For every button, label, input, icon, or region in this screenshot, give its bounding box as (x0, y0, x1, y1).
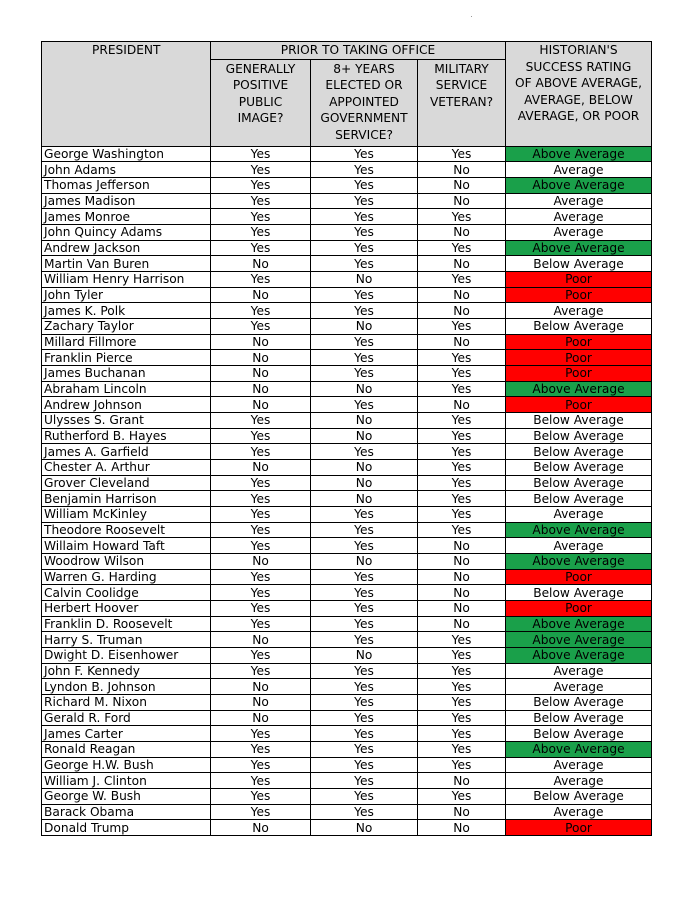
government-service-cell: Yes (311, 600, 418, 616)
rating-cell: Below Average (506, 475, 652, 491)
public-image-cell: Yes (211, 303, 311, 319)
public-image-cell: Yes (211, 177, 311, 193)
rating-cell: Poor (506, 820, 652, 836)
military-veteran-cell: No (418, 256, 506, 272)
president-name-cell: Willaim Howard Taft (42, 538, 211, 554)
table-row (42, 506, 652, 522)
table-row (42, 146, 652, 162)
military-veteran-cell: No (418, 303, 506, 319)
rating-cell: Below Average (506, 710, 652, 726)
military-veteran-cell: Yes (418, 271, 506, 287)
public-image-cell: Yes (211, 726, 311, 742)
header-row-top (42, 42, 652, 60)
rating-cell: Poor (506, 271, 652, 287)
president-name-cell: Donald Trump (42, 820, 211, 836)
government-service-cell: Yes (311, 710, 418, 726)
table-row (42, 381, 652, 397)
public-image-cell: Yes (211, 193, 311, 209)
president-name-cell: Calvin Coolidge (42, 585, 211, 601)
president-name-cell: Gerald R. Ford (42, 710, 211, 726)
public-image-cell: No (211, 256, 311, 272)
table-row (42, 742, 652, 758)
rating-cell: Average (506, 209, 652, 225)
rating-cell: Poor (506, 600, 652, 616)
military-veteran-cell: Yes (418, 663, 506, 679)
government-service-cell: Yes (311, 209, 418, 225)
president-name-cell: Andrew Jackson (42, 240, 211, 256)
government-service-cell: Yes (311, 522, 418, 538)
public-image-cell: Yes (211, 224, 311, 240)
table-row (42, 569, 652, 585)
government-service-cell: Yes (311, 663, 418, 679)
president-name-cell: James Buchanan (42, 365, 211, 381)
government-service-cell: Yes (311, 632, 418, 648)
president-name-cell: Ulysses S. Grant (42, 412, 211, 428)
table-row (42, 820, 652, 836)
header-government-line: SERVICE? (335, 127, 393, 142)
table-row (42, 538, 652, 554)
public-image-cell: Yes (211, 804, 311, 820)
government-service-cell: No (311, 412, 418, 428)
military-veteran-cell: No (418, 585, 506, 601)
president-name-cell: William McKinley (42, 506, 211, 522)
table-row (42, 475, 652, 491)
military-veteran-cell: Yes (418, 695, 506, 711)
rating-cell: Average (506, 679, 652, 695)
government-service-cell: Yes (311, 287, 418, 303)
header-rating (506, 42, 652, 147)
public-image-cell: Yes (211, 271, 311, 287)
president-name-cell: George W. Bush (42, 789, 211, 805)
president-name-cell: Barack Obama (42, 804, 211, 820)
military-veteran-cell: No (418, 616, 506, 632)
table-row (42, 679, 652, 695)
government-service-cell: Yes (311, 397, 418, 413)
government-service-cell: Yes (311, 726, 418, 742)
president-name-cell: Herbert Hoover (42, 600, 211, 616)
table-row (42, 632, 652, 648)
rating-cell: Below Average (506, 318, 652, 334)
military-veteran-cell: No (418, 538, 506, 554)
public-image-cell: Yes (211, 569, 311, 585)
rating-cell: Average (506, 804, 652, 820)
table-row (42, 209, 652, 225)
header-president: PRESIDENT (42, 42, 211, 147)
president-name-cell: George H.W. Bush (42, 757, 211, 773)
government-service-cell: Yes (311, 224, 418, 240)
government-service-cell: Yes (311, 146, 418, 162)
rating-cell: Above Average (506, 177, 652, 193)
president-name-cell: Richard M. Nixon (42, 695, 211, 711)
rating-cell: Above Average (506, 632, 652, 648)
table-row (42, 193, 652, 209)
military-veteran-cell: No (418, 334, 506, 350)
government-service-cell: No (311, 459, 418, 475)
president-name-cell: George Washington (42, 146, 211, 162)
table-row (42, 240, 652, 256)
president-name-cell: James Carter (42, 726, 211, 742)
rating-cell: Below Average (506, 256, 652, 272)
rating-cell: Above Average (506, 381, 652, 397)
rating-cell: Poor (506, 365, 652, 381)
president-name-cell: Woodrow Wilson (42, 553, 211, 569)
public-image-cell: Yes (211, 585, 311, 601)
government-service-cell: Yes (311, 757, 418, 773)
military-veteran-cell: Yes (418, 146, 506, 162)
header-rating-line: OF ABOVE AVERAGE, (515, 76, 642, 90)
public-image-cell: No (211, 632, 311, 648)
header-public-image (211, 59, 311, 146)
government-service-cell: No (311, 271, 418, 287)
military-veteran-cell: No (418, 397, 506, 413)
table-row (42, 256, 652, 272)
header-public-image-line: GENERALLY (225, 61, 296, 76)
military-veteran-cell: Yes (418, 679, 506, 695)
rating-cell: Average (506, 224, 652, 240)
president-name-cell: Franklin Pierce (42, 350, 211, 366)
military-veteran-cell: Yes (418, 475, 506, 491)
government-service-cell: Yes (311, 569, 418, 585)
military-veteran-cell: Yes (418, 240, 506, 256)
government-service-cell: Yes (311, 303, 418, 319)
government-service-cell: Yes (311, 365, 418, 381)
military-veteran-cell: No (418, 804, 506, 820)
table-row (42, 600, 652, 616)
military-veteran-cell: Yes (418, 491, 506, 507)
table-row (42, 616, 652, 632)
public-image-cell: No (211, 820, 311, 836)
government-service-cell: No (311, 820, 418, 836)
government-service-cell: Yes (311, 585, 418, 601)
government-service-cell: No (311, 475, 418, 491)
header-government-line: APPOINTED (329, 94, 399, 109)
table-row (42, 757, 652, 773)
rating-cell: Average (506, 663, 652, 679)
government-service-cell: Yes (311, 506, 418, 522)
government-service-cell: Yes (311, 679, 418, 695)
government-service-cell: No (311, 648, 418, 664)
header-public-image-line: IMAGE? (237, 111, 284, 125)
president-name-cell: James K. Polk (42, 303, 211, 319)
rating-cell: Average (506, 773, 652, 789)
president-name-cell: Ronald Reagan (42, 742, 211, 758)
rating-cell: Above Average (506, 616, 652, 632)
table-row (42, 224, 652, 240)
public-image-cell: Yes (211, 538, 311, 554)
public-image-cell: Yes (211, 162, 311, 178)
header-military-veteran (418, 59, 506, 146)
table-row (42, 334, 652, 350)
rating-cell: Below Average (506, 789, 652, 805)
public-image-cell: Yes (211, 209, 311, 225)
table-row (42, 318, 652, 334)
header-rating-line: HISTORIAN'S (539, 43, 618, 57)
header-public-image-line: PUBLIC (238, 94, 283, 109)
table-row (42, 648, 652, 664)
rating-cell: Poor (506, 287, 652, 303)
public-image-cell: No (211, 459, 311, 475)
rating-cell: Average (506, 193, 652, 209)
president-name-cell: Dwight D. Eisenhower (42, 648, 211, 664)
table-row (42, 773, 652, 789)
public-image-cell: No (211, 553, 311, 569)
rating-cell: Average (506, 162, 652, 178)
table-row (42, 397, 652, 413)
government-service-cell: Yes (311, 695, 418, 711)
public-image-cell: Yes (211, 412, 311, 428)
rating-cell: Above Average (506, 240, 652, 256)
header-rating-line: AVERAGE, BELOW (524, 92, 633, 107)
military-veteran-cell: Yes (418, 506, 506, 522)
public-image-cell: Yes (211, 789, 311, 805)
president-name-cell: Martin Van Buren (42, 256, 211, 272)
table-row (42, 553, 652, 569)
military-veteran-cell: Yes (418, 789, 506, 805)
military-veteran-cell: No (418, 600, 506, 616)
presidents-table (41, 41, 652, 836)
government-service-cell: Yes (311, 444, 418, 460)
military-veteran-cell: Yes (418, 522, 506, 538)
public-image-cell: No (211, 397, 311, 413)
table-row (42, 162, 652, 178)
president-name-cell: James Madison (42, 193, 211, 209)
rating-cell: Below Average (506, 428, 652, 444)
president-name-cell: Rutherford B. Hayes (42, 428, 211, 444)
military-veteran-cell: Yes (418, 365, 506, 381)
public-image-cell: Yes (211, 757, 311, 773)
table-row (42, 271, 652, 287)
president-name-cell: Franklin D. Roosevelt (42, 616, 211, 632)
rating-cell: Poor (506, 334, 652, 350)
public-image-cell: Yes (211, 240, 311, 256)
public-image-cell: Yes (211, 742, 311, 758)
header-government-line: GOVERNMENT (320, 111, 408, 125)
government-service-cell: Yes (311, 162, 418, 178)
president-name-cell: John Adams (42, 162, 211, 178)
military-veteran-cell: Yes (418, 459, 506, 475)
government-service-cell: Yes (311, 177, 418, 193)
government-service-cell: Yes (311, 240, 418, 256)
president-name-cell: James Monroe (42, 209, 211, 225)
rating-cell: Below Average (506, 585, 652, 601)
rating-cell: Above Average (506, 146, 652, 162)
government-service-cell: Yes (311, 350, 418, 366)
table-row (42, 710, 652, 726)
government-service-cell: No (311, 318, 418, 334)
header-military-line: SERVICE (435, 78, 488, 92)
public-image-cell: Yes (211, 475, 311, 491)
table-row (42, 585, 652, 601)
public-image-cell: No (211, 365, 311, 381)
rating-cell: Poor (506, 569, 652, 585)
public-image-cell: Yes (211, 318, 311, 334)
header-prior-group: PRIOR TO TAKING OFFICE (211, 42, 506, 60)
table-row (42, 522, 652, 538)
table-row (42, 365, 652, 381)
government-service-cell: Yes (311, 742, 418, 758)
president-name-cell: William Henry Harrison (42, 271, 211, 287)
rating-cell: Above Average (506, 742, 652, 758)
president-name-cell: Grover Cleveland (42, 475, 211, 491)
rating-cell: Poor (506, 397, 652, 413)
public-image-cell: Yes (211, 616, 311, 632)
rating-cell: Below Average (506, 726, 652, 742)
public-image-cell: Yes (211, 428, 311, 444)
president-name-cell: Lyndon B. Johnson (42, 679, 211, 695)
table-row (42, 491, 652, 507)
public-image-cell: No (211, 679, 311, 695)
speck-mark (471, 16, 472, 17)
rating-cell: Average (506, 538, 652, 554)
public-image-cell: Yes (211, 146, 311, 162)
military-veteran-cell: No (418, 287, 506, 303)
table-row (42, 412, 652, 428)
government-service-cell: Yes (311, 789, 418, 805)
government-service-cell: Yes (311, 193, 418, 209)
military-veteran-cell: Yes (418, 350, 506, 366)
table-row (42, 695, 652, 711)
military-veteran-cell: No (418, 162, 506, 178)
government-service-cell: Yes (311, 773, 418, 789)
public-image-cell: Yes (211, 663, 311, 679)
table-header (42, 42, 652, 147)
rating-cell: Below Average (506, 444, 652, 460)
military-veteran-cell: Yes (418, 428, 506, 444)
rating-cell: Poor (506, 350, 652, 366)
rating-cell: Average (506, 506, 652, 522)
military-veteran-cell: Yes (418, 726, 506, 742)
president-name-cell: James A. Garfield (42, 444, 211, 460)
military-veteran-cell: Yes (418, 444, 506, 460)
military-veteran-cell: No (418, 773, 506, 789)
military-veteran-cell: Yes (418, 412, 506, 428)
table-row (42, 287, 652, 303)
rating-cell: Below Average (506, 695, 652, 711)
public-image-cell: No (211, 334, 311, 350)
president-name-cell: Harry S. Truman (42, 632, 211, 648)
public-image-cell: No (211, 350, 311, 366)
president-name-cell: Zachary Taylor (42, 318, 211, 334)
header-government-line: 8+ YEARS (333, 61, 395, 76)
rating-cell: Below Average (506, 491, 652, 507)
military-veteran-cell: No (418, 553, 506, 569)
public-image-cell: Yes (211, 506, 311, 522)
header-rating-line: SUCCESS RATING (525, 59, 632, 74)
rating-cell: Above Average (506, 648, 652, 664)
military-veteran-cell: Yes (418, 742, 506, 758)
president-name-cell: Andrew Johnson (42, 397, 211, 413)
military-veteran-cell: Yes (418, 757, 506, 773)
public-image-cell: No (211, 381, 311, 397)
public-image-cell: Yes (211, 444, 311, 460)
military-veteran-cell: Yes (418, 648, 506, 664)
government-service-cell: Yes (311, 256, 418, 272)
public-image-cell: Yes (211, 522, 311, 538)
public-image-cell: No (211, 287, 311, 303)
header-government-service (311, 59, 418, 146)
table-body (42, 146, 652, 836)
rating-cell: Above Average (506, 522, 652, 538)
military-veteran-cell: Yes (418, 209, 506, 225)
table-row (42, 726, 652, 742)
table-row (42, 789, 652, 805)
military-veteran-cell: Yes (418, 318, 506, 334)
table-row (42, 663, 652, 679)
president-name-cell: Millard Fillmore (42, 334, 211, 350)
table-row (42, 444, 652, 460)
president-name-cell: William J. Clinton (42, 773, 211, 789)
table-row (42, 177, 652, 193)
president-name-cell: Thomas Jefferson (42, 177, 211, 193)
government-service-cell: No (311, 428, 418, 444)
military-veteran-cell: No (418, 224, 506, 240)
header-military-line: VETERAN? (429, 94, 494, 109)
public-image-cell: No (211, 695, 311, 711)
header-government-line: ELECTED OR (325, 78, 403, 92)
military-veteran-cell: Yes (418, 710, 506, 726)
president-name-cell: Theodore Roosevelt (42, 522, 211, 538)
table-row (42, 350, 652, 366)
header-rating-line: AVERAGE, OR POOR (517, 109, 640, 123)
president-name-cell: John Tyler (42, 287, 211, 303)
government-service-cell: Yes (311, 334, 418, 350)
government-service-cell: Yes (311, 538, 418, 554)
president-name-cell: Warren G. Harding (42, 569, 211, 585)
president-name-cell: John Quincy Adams (42, 224, 211, 240)
table-row (42, 459, 652, 475)
military-veteran-cell: No (418, 177, 506, 193)
header-military-line: MILITARY (434, 61, 489, 76)
military-veteran-cell: No (418, 569, 506, 585)
rating-cell: Above Average (506, 553, 652, 569)
public-image-cell: Yes (211, 491, 311, 507)
header-public-image-line: POSITIVE (232, 78, 289, 92)
president-name-cell: Benjamin Harrison (42, 491, 211, 507)
government-service-cell: No (311, 491, 418, 507)
military-veteran-cell: No (418, 820, 506, 836)
president-name-cell: Abraham Lincoln (42, 381, 211, 397)
president-name-cell: John F. Kennedy (42, 663, 211, 679)
military-veteran-cell: Yes (418, 632, 506, 648)
table-row (42, 303, 652, 319)
president-name-cell: Chester A. Arthur (42, 459, 211, 475)
military-veteran-cell: Yes (418, 381, 506, 397)
public-image-cell: Yes (211, 773, 311, 789)
government-service-cell: Yes (311, 804, 418, 820)
public-image-cell: Yes (211, 600, 311, 616)
public-image-cell: No (211, 710, 311, 726)
table-row (42, 428, 652, 444)
rating-cell: Average (506, 757, 652, 773)
table-row (42, 804, 652, 820)
rating-cell: Average (506, 303, 652, 319)
government-service-cell: No (311, 553, 418, 569)
government-service-cell: Yes (311, 616, 418, 632)
government-service-cell: No (311, 381, 418, 397)
rating-cell: Below Average (506, 412, 652, 428)
rating-cell: Below Average (506, 459, 652, 475)
military-veteran-cell: No (418, 193, 506, 209)
public-image-cell: Yes (211, 648, 311, 664)
